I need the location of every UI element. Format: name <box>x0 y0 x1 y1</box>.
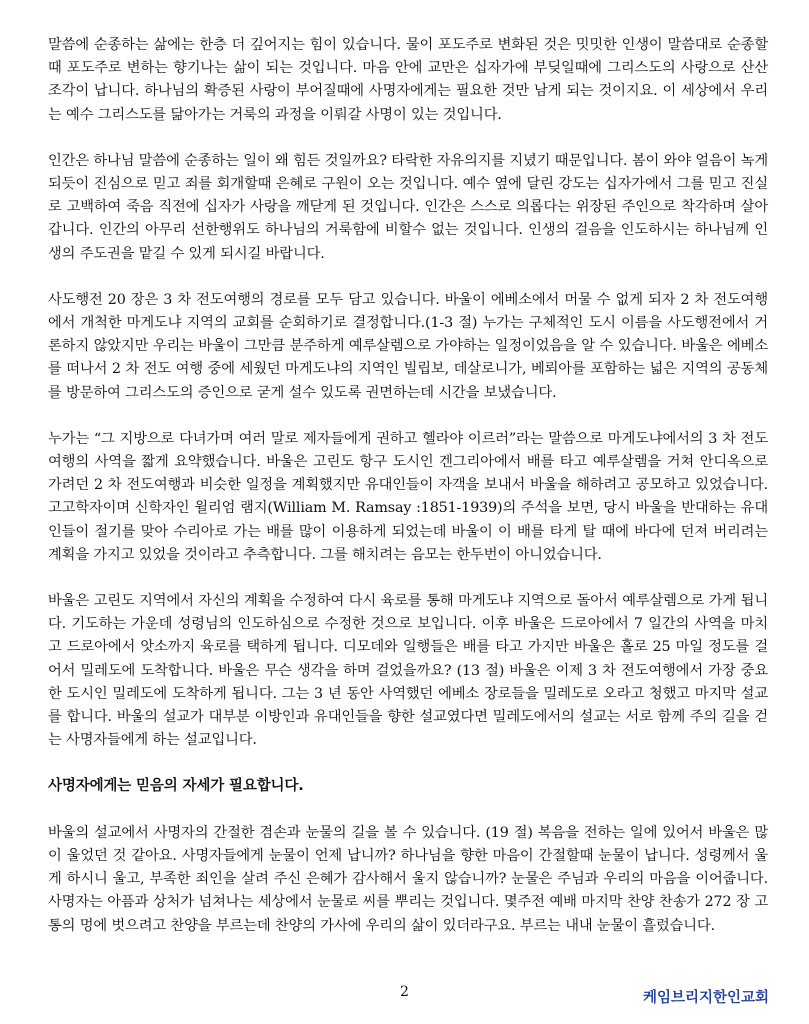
paragraph-6: 바울의 설교에서 사명자의 간절한 겸손과 눈물의 길을 볼 수 있습니다. (19 절) 복음을 전하는 일에 있어서 바울은 많이 울었던 것 같아요. 사명자들에게 눈물이 언제 납니까? 하나님을 향한 마음이 간절할때 눈물이 납니다. 성령께서 울게 하시니 울고, 부족한 죄인을 살려 주신 은혜가 감사해서 울지 않습니까? 눈물은 주님과 우리의 마음을 이어줍니다. 사명자는 아픔과 상처가 넘쳐나는 세상에서 눈물로 씨를 뿌리는 것입니다. 몇주전 예배 마지막 찬양 찬송가 272 장 고통의 멍에 벗으려고 찬양을 부르는데 찬양의 가사에 우리의 삶이 있더라구요. 부르는 내내 눈물이 흘렀습니다. <box>48 824 768 934</box>
paragraph-4: 누가는 “그 지방으로 다녀가며 여러 말로 제자들에게 권하고 헬라야 이르러”라는 말씀으로 마게도냐에서의 3 차 전도 여행의 사역을 짧게 요약했습니다. 바울은 고린도 항구 도시인 겐그리아에서 배를 타고 예루살렘을 거쳐 안디옥으로 가려던 2 차 전도여행과 비슷한 일정을 계획했지만 유대인들이 자객을 보내서 바울을 해하려고 공모하고 있었습니다. 고고학자이며 신학자인 윌리엄 램지(William M. Ramsay :1851-1939)의 주석을 보면, 당시 바울을 반대하는 유대인들이 절기를 맞아 수리아로 가는 배를 많이 이용하게 되었는데 바울이 이 배를 타게 탈 때에 바다에 던져 버리려는 계획을 가지고 있었을 것이라고 추측합니다. 그를 해치려는 음모는 한두번이 아니었습니다. <box>48 430 768 563</box>
church-name: 케임브리지한인교회 <box>642 990 769 1006</box>
page-number: 2 <box>400 984 409 1000</box>
section-heading: 사명자에게는 믿음의 자세가 필요합니다. <box>48 778 304 795</box>
paragraph-2: 인간은 하나님 말씀에 순종하는 일이 왜 힘든 것일까요? 타락한 자유의지를 지녔기 때문입니다. 봄이 와야 얼음이 녹게 되듯이 진심으로 믿고 죄를 회개할때 은혜로 구원이 오는 것입니다. 예수 옆에 달린 강도는 십자가에서 그를 믿고 진실로 고백하여 죽음 직전에 십자가 사랑을 깨닫게 된 것입니다. 인간은 스스로 의롭다는 위장된 주인으로 착각하며 살아갑니다. 인간의 아무리 선한행위도 하나님의 거룩함에 비할수 없는 것입니다. 인생의 걸음을 인도하시는 하나님께 인생의 주도권을 맡길 수 있게 되시길 바랍니다. <box>48 152 768 262</box>
document-body <box>48 34 768 938</box>
paragraph-5: 바울은 고린도 지역에서 자신의 계획을 수정하여 다시 육로를 통해 마게도냐 지역으로 돌아서 예루살렘으로 가게 됩니다. 기도하는 가운데 성령님의 인도하심으로 수정한 것으로 보입니다. 이후 바울은 드로아에서 7 일간의 사역을 마치고 드로아에서 앗소까지 육로를 택하게 됩니다. 디모데와 일행들은 배를 타고 가지만 바울은 홀로 25 마일 정도를 걸어서 밀레도에 도착합니다. 바울은 무슨 생각을 하며 걸었을까요? (13 절) 바울은 이제 3 차 전도여행에서 가장 중요한 도시인 밀레도에 도착하게 됩니다. 그는 3 년 동안 사역했던 에베소 장로들을 밀레도로 오라고 청했고 마지막 설교를 합니다. 바울의 설교가 대부분 이방인과 유대인들을 향한 설교였다면 밀레도에서의 설교는 서로 함께 주의 길을 걷는 사명자들에게 하는 설교입니다. <box>48 593 768 749</box>
paragraph-1: 말씀에 순종하는 삶에는 한층 더 깊어지는 힘이 있습니다. 물이 포도주로 변화된 것은 밋밋한 인생이 말씀대로 순종할때 포도주로 변하는 향기나는 삶이 되는 것입니다. 마음 안에 교만은 십자가에 부딪일때에 그리스도의 사랑으로 산산조각이 납니다. 하나님의 확증된 사랑이 부어질때에 사명자에게는 필요한 것만 남게 되는 것이지요. 이 세상에서 우리는 예수 그리스도를 닮아가는 거룩의 과정을 이뤄갈 사명이 있는 것입니다. <box>48 37 768 123</box>
paragraph-3: 사도행전 20 장은 3 차 전도여행의 경로를 모두 담고 있습니다. 바울이 에베소에서 머물 수 없게 되자 2 차 전도여행에서 개척한 마게도냐 지역의 교회를 순회하기로 결정합니다.(1-3 절) 누가는 구체적인 도시 이름을 사도행전에서 거론하지 않았지만 우리는 바울이 그만큼 분주하게 예루살렘으로 가야하는 일정이었음을 알 수 있습니다. 바울은 에베소를 떠나서 2 차 전도 여행 중에 세웠던 마게도냐의 지역인 빌립보, 데살로니가, 베뢰아를 포함하는 넓은 지역의 공동체를 방문하여 그리스도의 증인으로 굳게 설수 있도록 권면하는데 시간을 보냈습니다. <box>48 291 768 401</box>
